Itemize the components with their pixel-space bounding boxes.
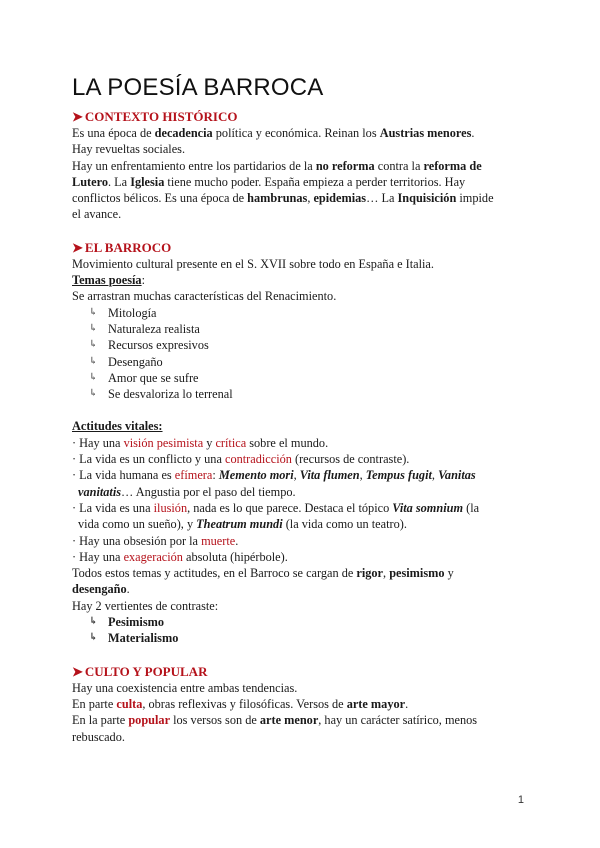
list-item: ↳ Naturaleza realista [89,321,200,336]
paragraph: vanitatis… Angustia por el paso del tiempo. [78,484,296,499]
arrow-icon: ➤ [72,663,83,679]
paragraph: conflictos bélicos. Es una época de hambrunas, epidemias… La Inquisición impide [72,191,494,206]
paragraph: Todos estos temas y actitudes, en el Barroco se cargan de rigor, pesimismo y [72,566,454,581]
paragraph: Lutero. La Iglesia tiene mucho poder. España empieza a perder territorios. Hay [72,174,466,189]
subheading-temas: Temas poesía: [72,273,145,288]
paragraph: · Hay una visión pesimista y crítica sobre el mundo. [72,435,329,450]
arrow-bullet-icon: ↳ [89,388,98,400]
paragraph: rebuscado. [72,729,125,744]
paragraph: Se arrastran muchas características del Renacimiento. [72,289,337,304]
arrow-bullet-icon: ↳ [89,306,98,318]
paragraph: Hay 2 vertientes de contraste: [72,598,219,613]
vertientes-list [86,614,542,647]
paragraph: En parte culta, obras reflexivas y filosóficas. Versos de arte mayor. [72,696,409,711]
page-title: LA POESÍA BARROCA [72,74,324,101]
section-heading-contexto: ➤ CONTEXTO HISTÓRICO [72,109,238,124]
paragraph: · La vida es un conflicto y una contradicción (recursos de contraste). [72,452,410,467]
arrow-bullet-icon: ↳ [89,322,98,334]
paragraph: Hay una coexistencia entre ambas tendencias. [72,680,298,695]
paragraph: Hay revueltas sociales. [72,142,186,157]
list-item: ↳ Mitología [89,305,157,320]
list-item: ↳ Materialismo [89,631,179,646]
paragraph: Movimiento cultural presente en el S. XVII sobre todo en España e Italia. [72,256,434,271]
arrow-bullet-icon: ↳ [89,616,98,628]
paragraph: · Hay una exageración absoluta (hipérbole). [72,549,288,564]
paragraph: vida como un sueño), y Theatrum mundi (la vida como un teatro). [78,517,407,532]
paragraph: En la parte popular los versos son de arte menor, hay un carácter satírico, menos [72,713,478,728]
list-item: ↳ Recursos expresivos [89,338,209,353]
list-item: ↳ Amor que se sufre [89,370,199,385]
section-heading-barroco: ➤ EL BARROCO [72,239,172,255]
arrow-bullet-icon: ↳ [89,339,98,351]
paragraph: · Hay una obsesión por la muerte. [72,533,239,548]
arrow-icon: ➤ [72,239,83,255]
subheading-actitudes: Actitudes vitales: [72,419,163,434]
paragraph: desengaño. [72,582,130,597]
arrow-bullet-icon: ↳ [89,355,98,367]
list-item: ↳ Pesimismo [89,615,165,630]
paragraph: · La vida es una ilusión, nada es lo que parece. Destaca el tópico Vita somnium (la [72,500,480,515]
arrow-bullet-icon: ↳ [89,632,98,644]
paragraph: Hay un enfrentamiento entre los partidarios de la no reforma contra la reforma de [72,158,482,173]
paragraph: · La vida humana es efímera: Memento mori, Vita flumen, Tempus fugit, Vanitas [72,468,476,483]
paragraph: el avance. [72,207,122,222]
document-page [72,74,542,745]
section-heading-culto-popular: ➤ CULTO Y POPULAR [72,663,208,679]
list-item: ↳ Desengaño [89,354,163,369]
arrow-bullet-icon: ↳ [89,371,98,383]
paragraph: Es una época de decadencia política y económica. Reinan los Austrias menores. [72,126,475,140]
arrow-icon: ➤ [72,109,83,124]
list-item: ↳ Se desvaloriza lo terrenal [89,387,233,402]
page-number: 1 [517,794,524,806]
temas-list [86,305,542,403]
